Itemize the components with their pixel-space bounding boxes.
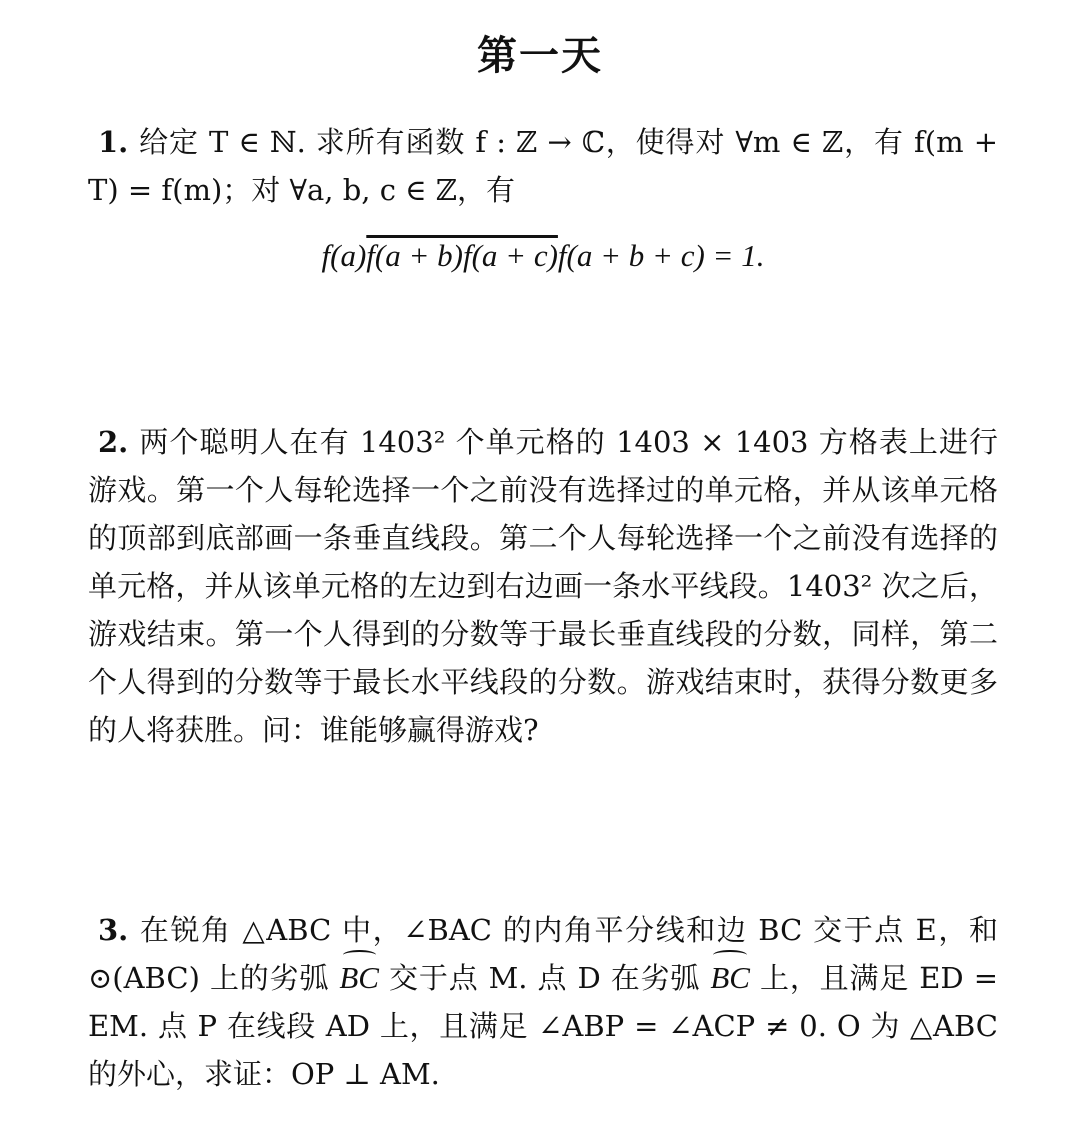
problem-number: 1.	[98, 125, 129, 159]
arc-bc: BC	[710, 954, 750, 1002]
problem-3	[88, 906, 998, 1098]
arc-bc: BC	[339, 954, 379, 1002]
problem-text-part-a: 在锐角 △ABC 中，∠BAC 的内角平分线和边 BC 交于点 E，和 ⊙(ABC) 上的劣弧	[88, 913, 998, 995]
problem-number: 3.	[98, 913, 129, 947]
display-equation	[88, 232, 998, 280]
problem-text-part-b: 交于点 M. 点 D 在劣弧	[378, 961, 711, 995]
problem-text-part-c: 上，且满足 ED = EM. 点 P 在线段 AD 上，且满足 ∠ABP = ∠ACP ≠ 0. O 为 △ABC 的外心，求证：OP ⊥ AM.	[88, 961, 998, 1091]
problem-number: 2.	[98, 425, 129, 459]
equation-left: f(a)	[321, 238, 367, 273]
problem-1	[88, 118, 998, 280]
problem-text: 给定 T ∈ ℕ. 求所有函数 f : ℤ → ℂ，使得对 ∀m ∈ ℤ，有 f(m + T) = f(m)；对 ∀a, b, c ∈ ℤ，有	[88, 125, 998, 207]
problem-2	[88, 418, 998, 754]
equation-conjugate: f(a + b)f(a + c)	[366, 238, 558, 273]
problem-text: 两个聪明人在有 1403² 个单元格的 1403 × 1403 方格表上进行游戏。第一个人每轮选择一个之前没有选择过的单元格，并从该单元格的顶部到底部画一条垂直线段。第二个人每轮选择一个之前没有选择的单元格，并从该单元格的左边到右边画一条水平线段。1403² 次之后，游戏结束。第一个人得到的分数等于最长垂直线段的分数，同样，第二个人得到的分数等于最长水平线段的分数。游戏结束时，获得分数更多的人将获胜。问：谁能够赢得游戏?	[88, 425, 998, 747]
page-title: 第一天	[477, 33, 603, 79]
equation-right: f(a + b + c) = 1.	[557, 238, 765, 273]
